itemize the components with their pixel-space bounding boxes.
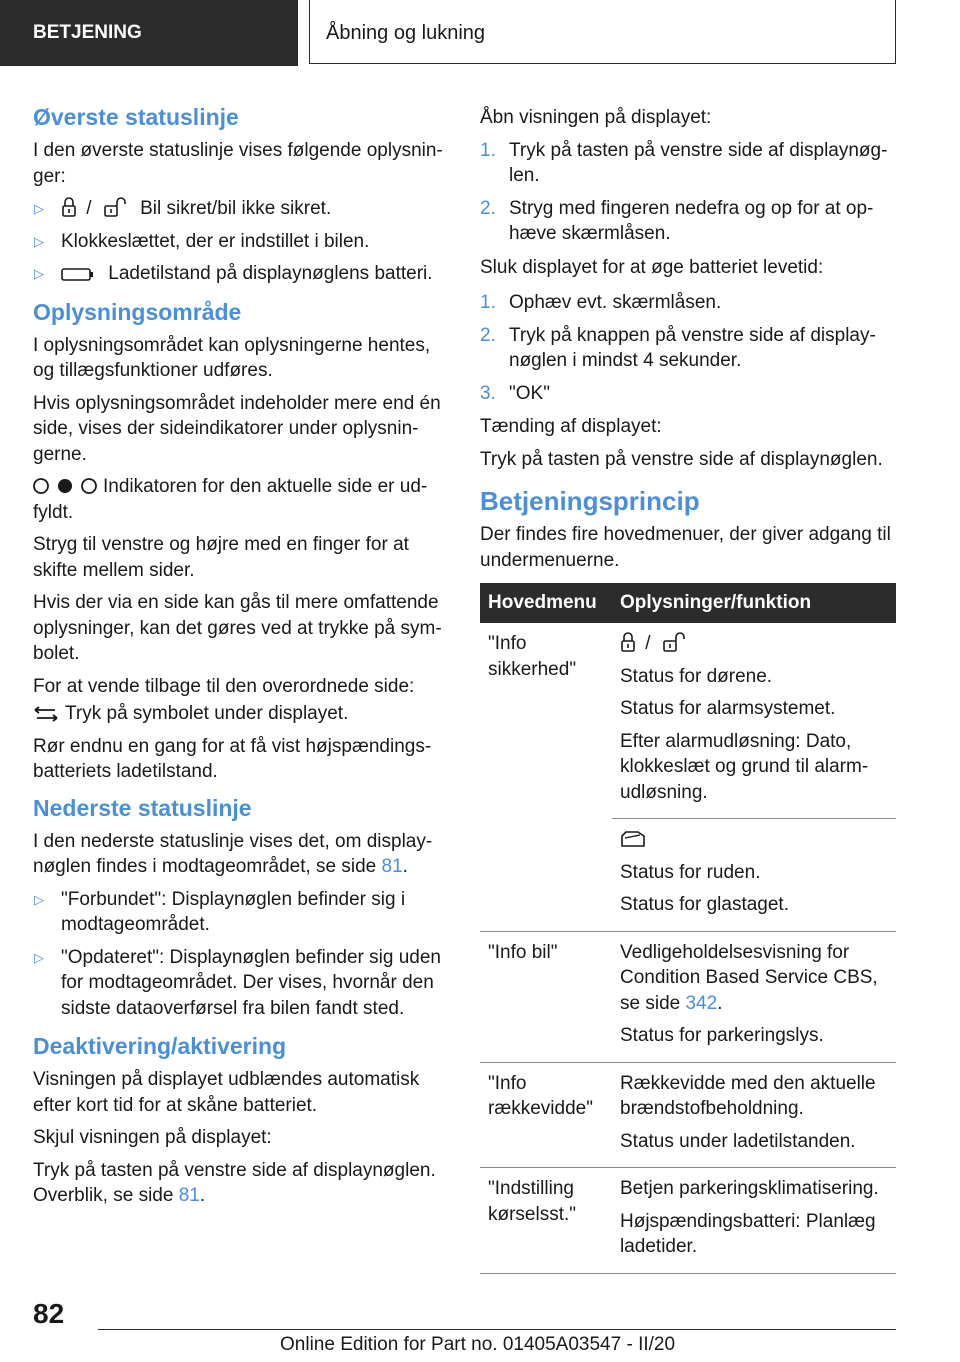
edition-note: Online Edition for Part no. 01405A03547 - II/20 [280, 1334, 676, 1355]
step-text: Tryk på tasten på venstre side af displaynøg-len. [509, 139, 888, 186]
column-header: Oplysninger/funktion [612, 583, 896, 623]
cell-text: Status for parkeringslys. [620, 1025, 824, 1046]
list-item-text: "Forbundet": Displaynøglen befinder sig i modtageområdet. [61, 888, 406, 935]
step-number: 1. [480, 139, 496, 161]
paragraph [33, 829, 447, 880]
cell-text: Status for ruden. [620, 861, 761, 883]
table-row [480, 931, 896, 1062]
bullet-icon: ▷ [34, 266, 44, 281]
punctuation: . [199, 1185, 206, 1206]
table-row [480, 623, 896, 819]
heading-bottom-status-bar: Nederste statuslinje [33, 794, 252, 821]
paragraph-text: Overblik, se side [33, 1185, 179, 1206]
step-item [480, 196, 896, 247]
table-cell-menu: "Info rækkevidde" [480, 1062, 612, 1168]
list-item-text: Ladetilstand på displaynøglens batteri. [108, 263, 433, 284]
table-header-row [480, 583, 896, 623]
paragraph: Sluk displayet for at øge batteriet levetid: [480, 256, 824, 278]
page-link[interactable]: 81 [178, 1185, 200, 1206]
list-item-text: "Opdateret": Displaynøglen befinder sig uden for modtageområdet. Der vises, hvornår den sidste dataoverførsel fra bilen fandt sted. [61, 946, 441, 1019]
lock-open-icon [103, 197, 131, 217]
bottom-status-list [33, 887, 447, 1022]
paragraph: Der findes fire hovedmenuer, der giver adgang til undermenuerne. [480, 524, 891, 571]
table-cell-menu: "Info bil" [480, 931, 612, 1062]
heading-information-area: Oplysningsområde [33, 298, 242, 325]
heading-operating-principle: Betjeningsprincip [480, 486, 700, 516]
back-arrow-icon [33, 706, 59, 722]
bullet-icon: ▷ [34, 949, 44, 965]
cell-text: Status for dørene. [620, 665, 773, 687]
paragraph [33, 474, 447, 525]
icon-line [620, 631, 888, 657]
step-item [480, 290, 896, 316]
table-cell-info [612, 1168, 896, 1274]
paragraph [33, 701, 447, 727]
icon-line [620, 827, 888, 853]
lock-closed-icon [620, 632, 636, 652]
lock-closed-icon [61, 197, 77, 217]
paragraph: Rør endnu en gang for at få vist højspændings-batteriets ladetilstand. [33, 735, 432, 782]
left-column [33, 98, 447, 1216]
table-row [480, 1168, 896, 1274]
step-number: 2. [480, 324, 496, 346]
separator: / [86, 198, 92, 219]
paragraph: Hvis der via en side kan gås til mere omfattende oplysninger, kan det gøres ved at trykke på sym-bolet. [33, 592, 442, 664]
list-item [33, 945, 447, 1022]
cell-text: Status under ladetilstanden. [620, 1130, 856, 1152]
paragraph [33, 1183, 447, 1209]
cell-text: Højspændingsbatteri: Planlæg ladetider. [620, 1210, 876, 1257]
separator: / [645, 633, 651, 654]
cell-text: Efter alarmudløsning: Dato, klokkeslæt og grund til alarm-udløsning. [620, 730, 869, 803]
paragraph: I den øverste statuslinje vises følgende oplysnin-ger: [33, 140, 443, 187]
cell-text: Status for alarmsystemet. [620, 698, 836, 719]
list-item-text: Bil sikret/bil ikke sikret. [140, 198, 332, 219]
punctuation: . [717, 992, 723, 1014]
list-item [33, 887, 447, 938]
cell-text: Rækkevidde med den aktuelle brændstofbeholdning. [620, 1072, 876, 1119]
list-item [33, 196, 447, 222]
cell-text-part: Vedligeholdelsesvisning for Condition Based Service CBS, se side [620, 941, 878, 1014]
paragraph: Visningen på displayet udblændes automatisk efter kort tid for at skåne batteriet. [33, 1069, 420, 1116]
paragraph: Stryg til venstre og højre med en finger for at skifte mellem sider. [33, 534, 409, 581]
step-item [480, 323, 896, 374]
step-item [480, 381, 896, 407]
column-header: Hovedmenu [480, 583, 612, 623]
heading-deactivation: Deaktivering/aktivering [33, 1033, 287, 1059]
step-text: Tryk på knappen på venstre side af display-nøglen i mindst 4 sekunder. [509, 324, 876, 371]
battery-icon [61, 266, 95, 282]
table-cell-info [612, 623, 896, 819]
window-icon [620, 830, 646, 848]
page-link[interactable]: 342 [685, 992, 718, 1014]
cell-text: Betjen parkeringsklimatisering. [620, 1178, 879, 1199]
paragraph-text: I den nederste statuslinje vises det, om display-nøglen findes i modtageområdet, se side [33, 830, 433, 877]
paragraph: I oplysningsområdet kan oplysningerne hentes, og tillægsfunktioner udføres. [33, 334, 431, 381]
list-item [33, 229, 447, 255]
list-item-text: Klokkeslættet, der er indstillet i bilen. [61, 230, 370, 252]
footer-divider [98, 1329, 896, 1330]
step-number: 3. [480, 382, 496, 404]
list-item [33, 261, 447, 287]
paragraph-text: Tryk på symbolet under displayet. [65, 703, 349, 724]
lock-open-icon [662, 632, 690, 652]
paragraph: Hvis oplysningsområdet indeholder mere end én side, vises der sideindikatorer under oplysnin-gerne. [33, 392, 441, 465]
table-row [480, 1062, 896, 1168]
cell-text [620, 940, 888, 1017]
page-indicator-icon [33, 477, 97, 495]
cell-text: Status for glastaget. [620, 894, 789, 915]
heading-top-status-bar: Øverste statuslinje [33, 104, 239, 130]
turn-off-steps [480, 290, 896, 406]
page-header [0, 0, 960, 66]
punctuation: . [402, 856, 408, 877]
table-cell-menu: "Indstilling kørselsst." [480, 1168, 612, 1274]
page-link[interactable]: 81 [381, 856, 403, 877]
step-text: Stryg med fingeren nedefra og op for at op-hæve skærmlåsen. [509, 197, 874, 244]
step-item [480, 138, 896, 189]
right-column [480, 105, 896, 1274]
step-text: "OK" [509, 382, 550, 404]
paragraph-text: Indikatoren for den aktuelle side er ud-fyldt. [33, 476, 428, 523]
paragraph: Åbn visningen på displayet: [480, 107, 712, 128]
bullet-icon: ▷ [34, 891, 44, 907]
table-cell-menu: "Info sikkerhed" [480, 623, 612, 931]
paragraph: Tryk på tasten på venstre side af displaynøglen. [480, 448, 883, 470]
bullet-icon: ▷ [34, 233, 44, 249]
paragraph: Tænding af displayet: [480, 416, 662, 437]
step-number: 1. [480, 292, 496, 313]
step-text: Ophæv evt. skærmlåsen. [509, 292, 722, 313]
open-display-steps [480, 138, 896, 247]
table-cell-info [612, 1062, 896, 1168]
paragraph: Skjul visningen på displayet: [33, 1127, 272, 1148]
status-bar-list [33, 196, 447, 287]
paragraph: Tryk på tasten på venstre side af displaynøglen. [33, 1159, 436, 1181]
section-title: BETJENING [0, 0, 298, 66]
table-cell-info [612, 931, 896, 1062]
bullet-icon: ▷ [34, 201, 44, 216]
step-number: 2. [480, 197, 496, 219]
table-cell-info [612, 819, 896, 932]
chapter-title: Åbning og lukning [309, 0, 896, 64]
paragraph: For at vende tilbage til den overordnede side: [33, 675, 415, 697]
main-menu-table [480, 583, 896, 1274]
page-number: 82 [33, 1298, 65, 1329]
